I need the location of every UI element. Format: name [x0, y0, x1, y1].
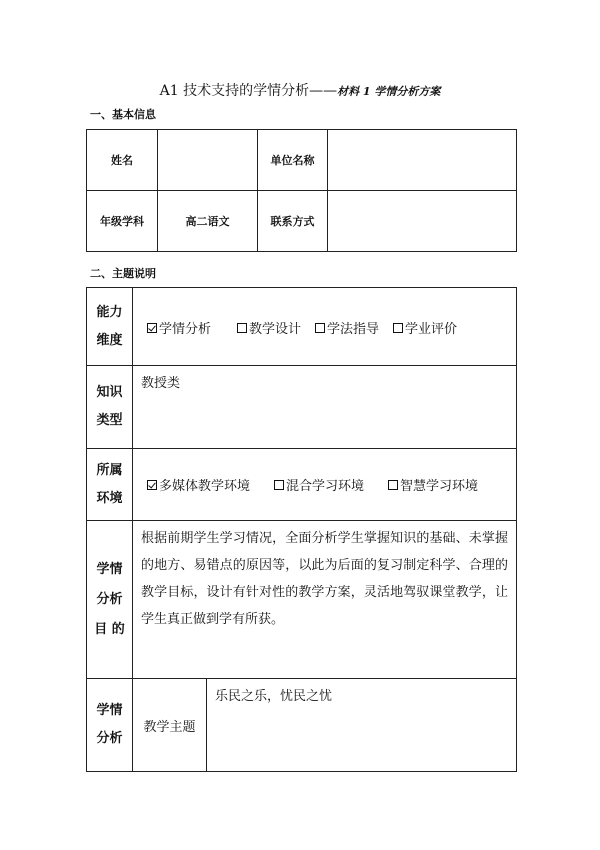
option-xueye-pingjia[interactable]: 学业评价: [393, 318, 457, 337]
ability-header: 能力 维度: [87, 288, 133, 366]
environment-options: [133, 449, 517, 521]
option-xuefa-zhidao[interactable]: 学法指导: [315, 318, 379, 337]
name-value: [158, 130, 258, 191]
contact-label: 联系方式: [258, 191, 328, 252]
title-sub: 材料 1 学情分析方案: [337, 85, 441, 98]
option-smart[interactable]: 智慧学习环境: [388, 475, 478, 494]
title-main: A1 技术支持的学情分析——: [159, 83, 338, 99]
topic-table: [86, 287, 517, 772]
analysis-header: 学情 分析: [87, 679, 133, 772]
checkbox-icon[interactable]: [274, 480, 284, 490]
ability-options: [133, 288, 517, 366]
name-label: 姓名: [87, 130, 158, 191]
purpose-header: 学情 分析 目 的: [87, 521, 133, 679]
grade-subject-value: 高二语文: [158, 191, 258, 252]
topic-value: 乐民之乐，忧民之忧: [207, 679, 517, 772]
checkbox-icon[interactable]: [388, 480, 398, 490]
option-jiaoxue-sheji[interactable]: 教学设计: [237, 318, 301, 337]
section-topic-heading: 二、主题说明: [90, 267, 156, 280]
checkbox-checked-icon[interactable]: [147, 323, 157, 333]
option-multimedia[interactable]: 多媒体教学环境: [147, 475, 250, 494]
knowledge-header: 知识 类型: [87, 366, 133, 449]
table-row: [87, 288, 517, 366]
unit-name-value: [328, 130, 517, 191]
checkbox-icon[interactable]: [237, 323, 247, 333]
grade-subject-label: 年级学科: [87, 191, 158, 252]
table-row: [87, 449, 517, 521]
table-row: [87, 130, 517, 191]
table-row: [87, 191, 517, 252]
environment-header: 所属 环境: [87, 449, 133, 521]
section-basic-info-heading: 一、基本信息: [90, 108, 156, 121]
option-xueqing-fenxi[interactable]: 学情分析: [147, 318, 211, 337]
checkbox-icon[interactable]: [393, 323, 403, 333]
checkbox-icon[interactable]: [315, 323, 325, 333]
option-hybrid[interactable]: 混合学习环境: [274, 475, 364, 494]
contact-value: [328, 191, 517, 252]
topic-label: 教学主题: [133, 679, 207, 772]
document-title: [0, 80, 600, 100]
table-row: [87, 521, 517, 679]
table-row: [87, 366, 517, 449]
basic-info-table: [86, 129, 517, 252]
table-row: [87, 679, 517, 772]
purpose-text: 根据前期学生学习情况，全面分析学生掌握知识的基础、未掌握的地方、易错点的原因等，以此为后面的复习制定科学、合理的教学目标，设计有针对性的教学方案，灵活地驾驭课堂教学，让学生真正做到学有所获。: [133, 521, 517, 679]
unit-name-label: 单位名称: [258, 130, 328, 191]
knowledge-value: 教授类: [133, 366, 517, 449]
checkbox-checked-icon[interactable]: [147, 480, 157, 490]
